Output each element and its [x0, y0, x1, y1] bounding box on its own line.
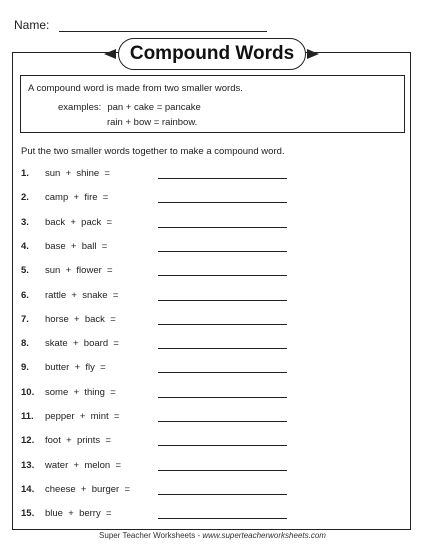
answer-line-1[interactable]	[158, 178, 287, 179]
answer-line-7[interactable]	[158, 324, 287, 325]
answer-line-6[interactable]	[158, 300, 287, 301]
problem-expression: skate + board =	[45, 338, 119, 350]
problem-number: 15.	[21, 508, 35, 520]
answer-line-15[interactable]	[158, 518, 287, 519]
example-1-equation: pan + cake = pancake	[107, 102, 201, 113]
answer-line-8[interactable]	[158, 348, 287, 349]
problem-number: 10.	[21, 386, 35, 398]
answer-line-9[interactable]	[158, 372, 287, 373]
answer-line-13[interactable]	[158, 470, 287, 471]
problem-number: 4.	[21, 240, 29, 252]
problem-number: 9.	[21, 362, 29, 374]
problem-expression: horse + back =	[45, 313, 116, 325]
worksheet-title: Compound Words	[118, 38, 306, 70]
answer-line-3[interactable]	[158, 227, 287, 228]
problem-number: 5.	[21, 265, 29, 277]
problem-number: 7.	[21, 313, 29, 325]
footer-url[interactable]: www.superteacherworksheets.com	[202, 531, 326, 540]
answer-line-10[interactable]	[158, 397, 287, 398]
problem-number: 12.	[21, 435, 35, 447]
answer-line-5[interactable]	[158, 275, 287, 276]
answer-line-11[interactable]	[158, 421, 287, 422]
answer-line-2[interactable]	[158, 202, 287, 203]
problem-number: 11.	[21, 411, 34, 422]
problem-expression: back + pack =	[45, 216, 113, 228]
answer-line-14[interactable]	[158, 494, 287, 495]
examples-label: examples:	[58, 102, 102, 113]
problem-expression: pepper + mint =	[45, 411, 120, 422]
problem-number: 13.	[21, 459, 35, 471]
title-left-tip	[104, 49, 116, 59]
answer-line-4[interactable]	[158, 251, 287, 252]
problem-expression: camp + fire =	[45, 192, 109, 204]
definition-text: A compound word is made from two smaller words.	[28, 83, 243, 94]
footer-publisher: Super Teacher Worksheets -	[99, 531, 203, 540]
problem-number: 1.	[21, 168, 29, 179]
problem-expression: sun + flower =	[45, 265, 113, 277]
example-1	[58, 102, 201, 113]
intro-box	[20, 75, 405, 133]
problem-number: 8.	[21, 338, 29, 350]
problem-expression: foot + prints =	[45, 435, 112, 447]
example-2: rain + bow = rainbow.	[107, 117, 198, 128]
problem-number: 14.	[21, 483, 35, 495]
problem-expression: butter + fly =	[45, 362, 106, 374]
problem-number: 2.	[21, 192, 29, 204]
footer	[0, 531, 425, 540]
problem-expression: blue + berry =	[45, 508, 112, 520]
problem-expression: rattle + snake =	[45, 289, 119, 301]
problem-expression: water + melon =	[45, 459, 122, 471]
problem-expression: some + thing =	[45, 386, 116, 398]
problem-number: 6.	[21, 289, 29, 301]
instructions-text: Put the two smaller words together to make a compound word.	[21, 146, 285, 157]
name-line[interactable]	[59, 31, 267, 32]
problem-number: 3.	[21, 216, 29, 228]
problem-expression: cheese + burger =	[45, 483, 131, 495]
name-label: Name:	[14, 18, 50, 32]
problem-expression: base + ball =	[45, 240, 108, 252]
title-right-tip	[307, 49, 319, 59]
answer-line-12[interactable]	[158, 445, 287, 446]
problem-expression: sun + shine =	[45, 168, 110, 179]
